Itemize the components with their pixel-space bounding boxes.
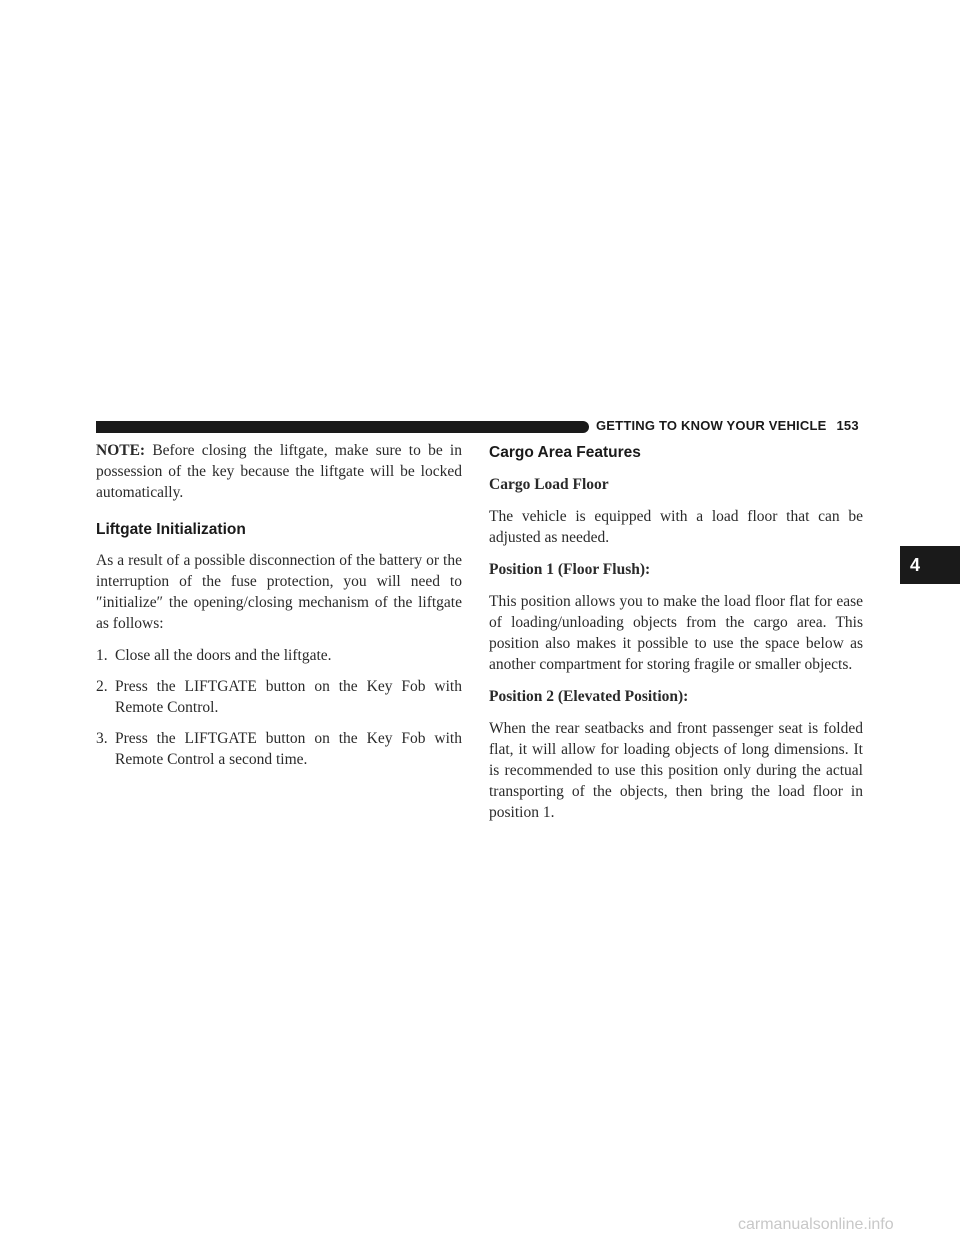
cargo-load-floor-heading: Cargo Load Floor — [489, 476, 609, 493]
step-number: 3. — [96, 730, 108, 747]
section-title: GETTING TO KNOW YOUR VEHICLE — [596, 418, 827, 433]
position2-title: Position 2 (Elevated Position): — [489, 688, 689, 705]
liftgate-initialization-heading: Liftgate Initialization — [96, 521, 246, 538]
step-number: 2. — [96, 678, 108, 695]
list-item — [96, 645, 462, 666]
right-column — [489, 440, 863, 834]
liftgate-intro: As a result of a possible disconnection of the battery or the interruption of the fuse protection, you will need to ″initialize″ the opening/closing mechanism of the liftgate as follows: — [96, 552, 462, 632]
header-bar — [96, 421, 589, 433]
step-number: 1. — [96, 647, 108, 664]
position1-title: Position 1 (Floor Flush): — [489, 561, 651, 578]
watermark: carmanualsonline.info — [738, 1216, 894, 1233]
step-text: Close all the doors and the liftgate. — [115, 647, 332, 664]
step-text: Press the LIFTGATE button on the Key Fob with Remote Control. — [115, 678, 462, 716]
list-item — [96, 728, 462, 770]
note-label: NOTE: — [96, 442, 146, 459]
note-paragraph — [96, 440, 462, 503]
chapter-tab: 4 — [900, 546, 960, 584]
page-number: 153 — [836, 418, 859, 433]
position1-text: This position allows you to make the load floor flat for ease of loading/unloading objects from the cargo area. This position also makes it possible to use the space below as another compartment for storing fragile or smaller objects. — [489, 593, 863, 673]
step-text: Press the LIFTGATE button on the Key Fob with Remote Control a second time. — [115, 730, 462, 768]
cargo-area-features-heading: Cargo Area Features — [489, 444, 641, 461]
left-column — [96, 440, 462, 780]
position2-text: When the rear seatbacks and front passenger seat is folded flat, it will allow for loading objects of long dimensions. It is recommended to use this position only during the actual transporting of the objects, then bring the load floor in position 1. — [489, 720, 863, 821]
steps-list — [96, 645, 462, 770]
list-item — [96, 676, 462, 718]
note-text: Before closing the liftgate, make sure to be in possession of the key because the liftgate will be locked automatically. — [96, 442, 462, 501]
running-header — [596, 418, 859, 433]
cargo-intro: The vehicle is equipped with a load floor that can be adjusted as needed. — [489, 508, 863, 546]
